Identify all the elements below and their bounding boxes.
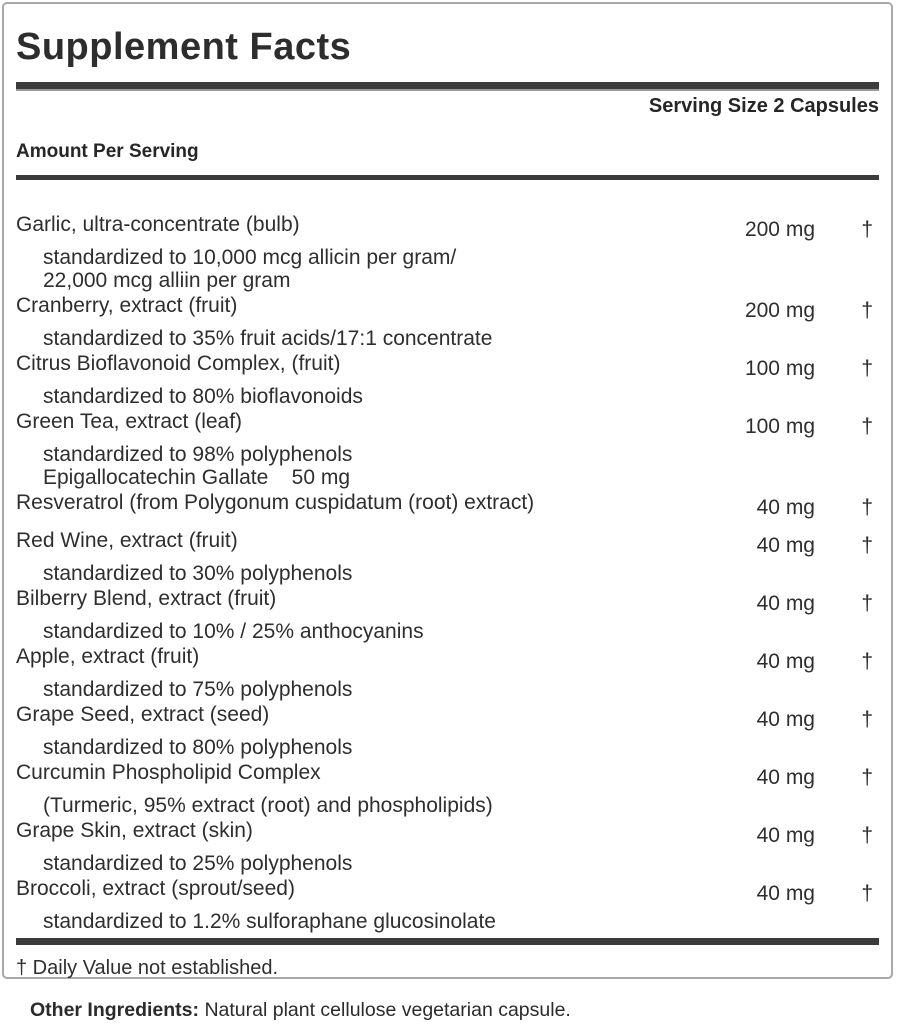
daily-value-dagger: †	[861, 882, 873, 905]
ingredient-name: Garlic, ultra-concentrate (bulb)	[16, 213, 300, 236]
ingredient-standardization: 22,000 mcg alliin per gram	[43, 269, 291, 292]
other-ingredients-label: Other Ingredients:	[30, 999, 200, 1021]
ingredient-amount: 100 mg	[744, 357, 815, 380]
ingredient-row	[16, 491, 879, 519]
daily-value-dagger: †	[861, 534, 873, 557]
ingredient-name: Cranberry, extract (fruit)	[16, 294, 238, 317]
daily-value-dagger: †	[861, 824, 873, 847]
ingredient-main-line	[16, 645, 879, 673]
amount-per-serving-header: Amount Per Serving	[16, 141, 199, 162]
daily-value-dagger: †	[861, 708, 873, 731]
ingredient-standardization: standardized to 30% polyphenols	[43, 562, 353, 585]
ingredient-name: Bilberry Blend, extract (fruit)	[16, 587, 277, 610]
ingredient-amount: 40 mg	[756, 766, 815, 789]
ingredient-amount: 100 mg	[744, 415, 815, 438]
ingredient-standardization: standardized to 80% polyphenols	[43, 736, 353, 759]
ingredient-main-line	[16, 529, 879, 557]
ingredient-amount: 200 mg	[744, 299, 815, 322]
daily-value-dagger: †	[861, 218, 873, 241]
ingredient-row	[16, 819, 879, 875]
other-ingredients-text: Natural plant cellulose vegetarian capsule.	[199, 999, 571, 1021]
ingredient-row	[16, 645, 879, 701]
ingredient-main-line	[16, 587, 879, 615]
footnote-divider	[16, 938, 879, 945]
ingredient-row	[16, 587, 879, 643]
ingredient-main-line	[16, 819, 879, 847]
ingredient-row	[16, 703, 879, 759]
ingredient-row	[16, 410, 879, 489]
ingredient-name: Green Tea, extract (leaf)	[16, 410, 243, 433]
ingredient-name: Curcumin Phospholipid Complex	[16, 761, 321, 784]
ingredient-standardization: standardized to 10% / 25% anthocyanins	[43, 620, 424, 643]
ingredient-standardization: standardized to 80% bioflavonoids	[43, 385, 363, 408]
ingredient-standardization: standardized to 35% fruit acids/17:1 concentrate	[43, 327, 493, 350]
daily-value-dagger: †	[861, 299, 873, 322]
ingredient-row	[16, 294, 879, 350]
ingredient-amount: 40 mg	[756, 592, 815, 615]
ingredient-name: Apple, extract (fruit)	[16, 645, 200, 668]
daily-value-dagger: †	[861, 766, 873, 789]
ingredient-standardization: Epigallocatechin Gallate 50 mg	[43, 466, 351, 489]
ingredient-amount: 40 mg	[756, 496, 815, 519]
ingredient-standardization: standardized to 25% polyphenols	[43, 852, 353, 875]
ingredient-name: Broccoli, extract (sprout/seed)	[16, 877, 295, 900]
daily-value-dagger: †	[861, 496, 873, 519]
ingredient-name: Grape Skin, extract (skin)	[16, 819, 253, 842]
daily-value-dagger: †	[861, 415, 873, 438]
ingredient-amount: 40 mg	[756, 534, 815, 557]
ingredient-standardization: (Turmeric, 95% extract (root) and phospholipids)	[43, 794, 493, 817]
ingredient-name: Citrus Bioflavonoid Complex, (fruit)	[16, 352, 341, 375]
daily-value-dagger: †	[861, 650, 873, 673]
ingredient-main-line	[16, 352, 879, 380]
serving-size-text: Serving Size 2 Capsules	[648, 95, 879, 117]
ingredient-amount: 40 mg	[756, 882, 815, 905]
ingredient-name: Grape Seed, extract (seed)	[16, 703, 270, 726]
ingredient-amount: 200 mg	[744, 218, 815, 241]
ingredient-amount: 40 mg	[756, 708, 815, 731]
ingredient-name: Resveratrol (from Polygonum cuspidatum (root) extract)	[16, 491, 535, 514]
panel-title: Supplement Facts	[16, 26, 352, 68]
ingredient-main-line	[16, 877, 879, 905]
ingredient-main-line	[16, 703, 879, 731]
ingredient-row	[16, 213, 879, 292]
ingredient-main-line	[16, 294, 879, 322]
ingredient-main-line	[16, 491, 879, 519]
ingredient-main-line	[16, 410, 879, 438]
daily-value-dagger: †	[861, 357, 873, 380]
title-divider	[16, 82, 879, 89]
ingredient-amount: 40 mg	[756, 824, 815, 847]
ingredient-name: Red Wine, extract (fruit)	[16, 529, 238, 552]
ingredient-row	[16, 761, 879, 817]
daily-value-dagger: †	[861, 592, 873, 615]
daily-value-footnote: † Daily Value not established.	[16, 957, 279, 979]
ingredient-amount: 40 mg	[756, 650, 815, 673]
ingredient-main-line	[16, 213, 879, 241]
ingredient-row	[16, 529, 879, 585]
ingredient-rows	[16, 180, 879, 933]
supplement-facts-panel	[2, 2, 893, 979]
ingredient-row	[16, 352, 879, 408]
ingredient-standardization: standardized to 10,000 mcg allicin per gram/	[43, 246, 457, 269]
ingredient-row	[16, 877, 879, 933]
ingredient-standardization: standardized to 98% polyphenols	[43, 443, 353, 466]
ingredient-standardization: standardized to 1.2% sulforaphane glucosinolate	[43, 910, 496, 933]
ingredient-standardization: standardized to 75% polyphenols	[43, 678, 353, 701]
other-ingredients-line	[30, 999, 571, 1022]
ingredient-main-line	[16, 761, 879, 789]
